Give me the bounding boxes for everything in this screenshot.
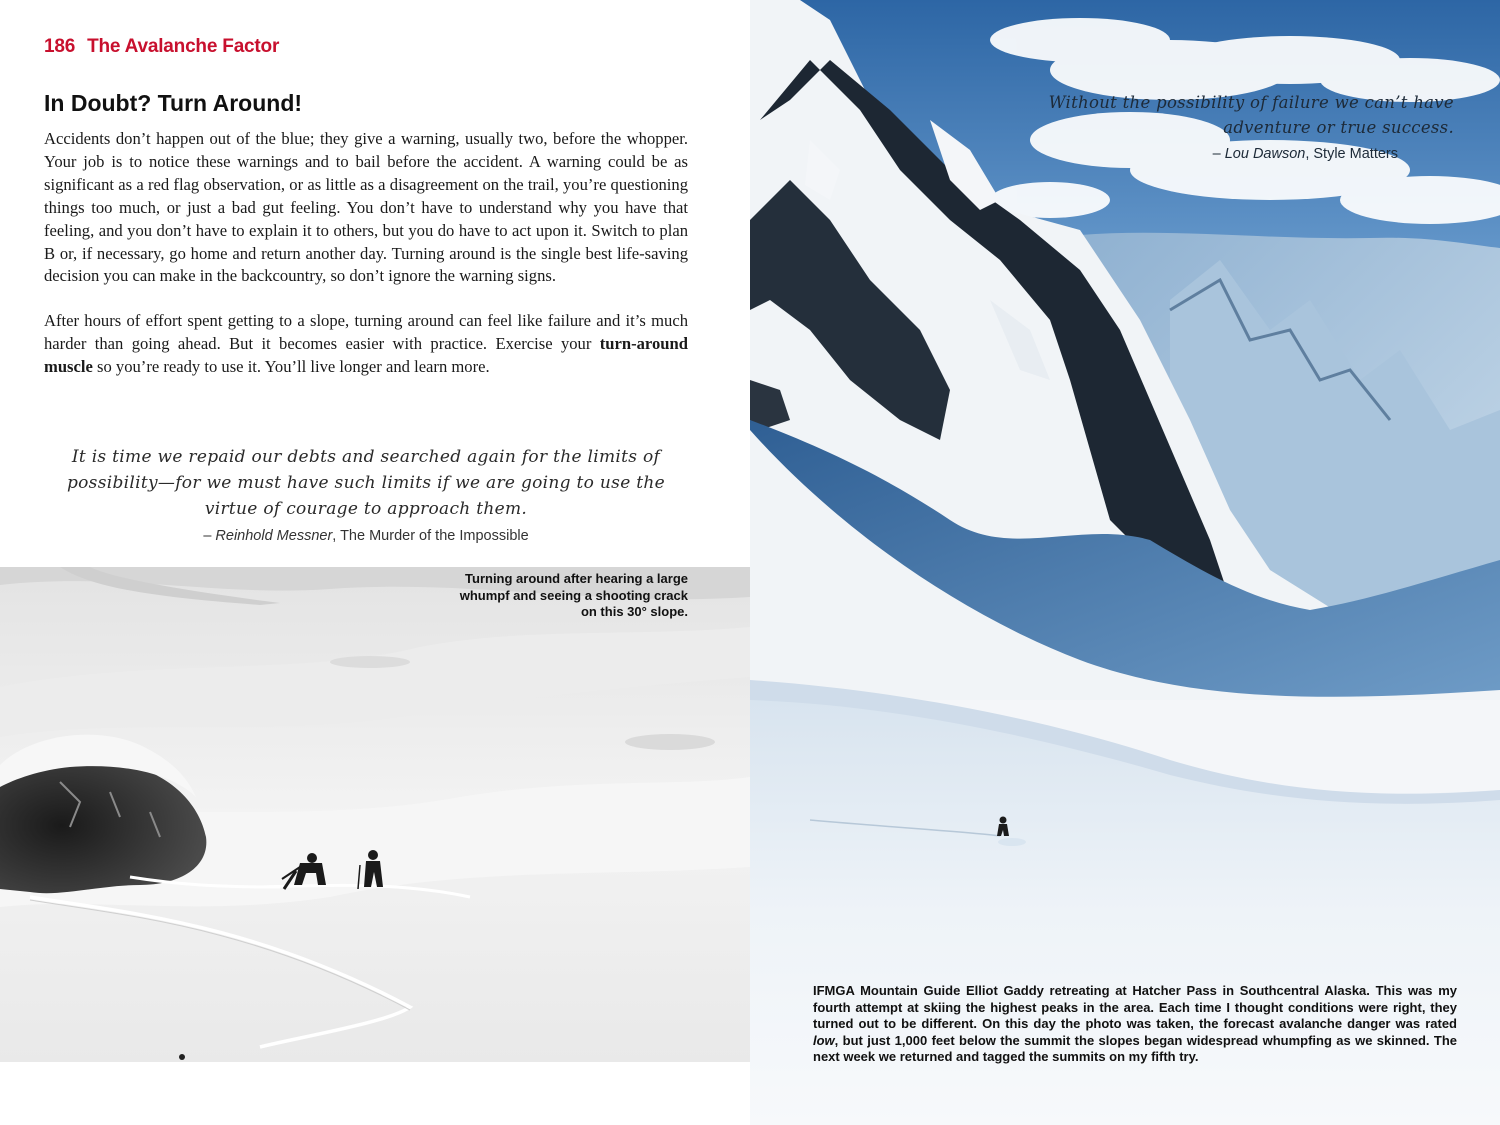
- paragraph-2-start: After hours of effort spent getting to a slope, turning around can feel like failure and it’s much harder than going ahead. But it becomes easier with practice. Exercise your: [44, 311, 688, 354]
- bw-skiers-photo: [0, 567, 750, 1062]
- color-photo-caption: [813, 983, 1457, 1066]
- paragraph-2-bold: turn-around muscle: [44, 334, 688, 377]
- paragraph-2: [44, 310, 688, 379]
- right-page: [750, 0, 1500, 1125]
- section-title: In Doubt? Turn Around!: [44, 90, 303, 116]
- running-head: [44, 36, 279, 58]
- quote-text: It is time we repaid our debts and searched again for the limits of possibility—for we must have such limits if we are going to use the virtue of courage to approach them.: [66, 447, 666, 519]
- body-text: [44, 128, 688, 379]
- caption-end: , but just 1,000 feet below the summit the slopes began widespread whumpfing as we skinned. The next week we returned and tagged the summits on my fifth try.: [813, 1032, 1457, 1065]
- quote-dash-right: –: [1212, 146, 1225, 162]
- caption-start: IFMGA Mountain Guide Elliot Gaddy retreating at Hatcher Pass in Southcentral Alaska. This was my fourth attempt at skiing the highest peaks in the area. Each time I thought conditions were right, they turned out to be different. On this day the photo was taken, the forecast avalanche danger was rated: [813, 983, 1457, 1032]
- page-number: 186: [44, 36, 76, 57]
- quote-source-right: Style Matters: [1313, 146, 1398, 162]
- pull-quote-left: [44, 444, 688, 544]
- quote-text-right: Without the possibility of failure we can’t have adventure or true success.: [1048, 93, 1454, 137]
- quote-source: The Murder of the Impossible: [340, 528, 529, 544]
- running-title: The Avalanche Factor: [87, 36, 280, 57]
- quote-author: Reinhold Messner: [215, 528, 333, 544]
- caption-italic: low: [813, 1032, 835, 1048]
- quote-author-right: Lou Dawson: [1224, 146, 1306, 162]
- mountain-photo-illustration: [750, 0, 1500, 1125]
- quote-dash: –: [203, 528, 216, 544]
- quote-attribution-right: – Lou Dawson, Style Matters: [1212, 146, 1398, 162]
- paragraph-1: Accidents don’t happen out of the blue; they give a warning, usually two, before the whopper. Your job is to notice these warnings and to bail before the accident. A warning could be as significant as a red flag observation, or as little as a disagreement on the trail, you’re questioning things too much, or just a bad gut feeling. You don’t have to understand why you have that feeling, and you don’t have to explain it to others, but you do have to act upon it. Switch to plan B or, if necessary, go home and return another day. Turning around is the single best life-saving decision you can make in the backcountry, so don’t ignore the warning signs.: [44, 129, 688, 286]
- quote-attribution: – Reinhold Messner, The Murder of the Impossible: [203, 528, 529, 544]
- bw-photo-illustration: [0, 567, 750, 1062]
- bw-photo-caption: Turning around after hearing a large whumpf and seeing a shooting crack on this 30° slope.: [459, 571, 688, 619]
- pull-quote-right: [1034, 90, 1454, 162]
- paragraph-2-end: so you’re ready to use it. You’ll live longer and learn more.: [92, 357, 490, 377]
